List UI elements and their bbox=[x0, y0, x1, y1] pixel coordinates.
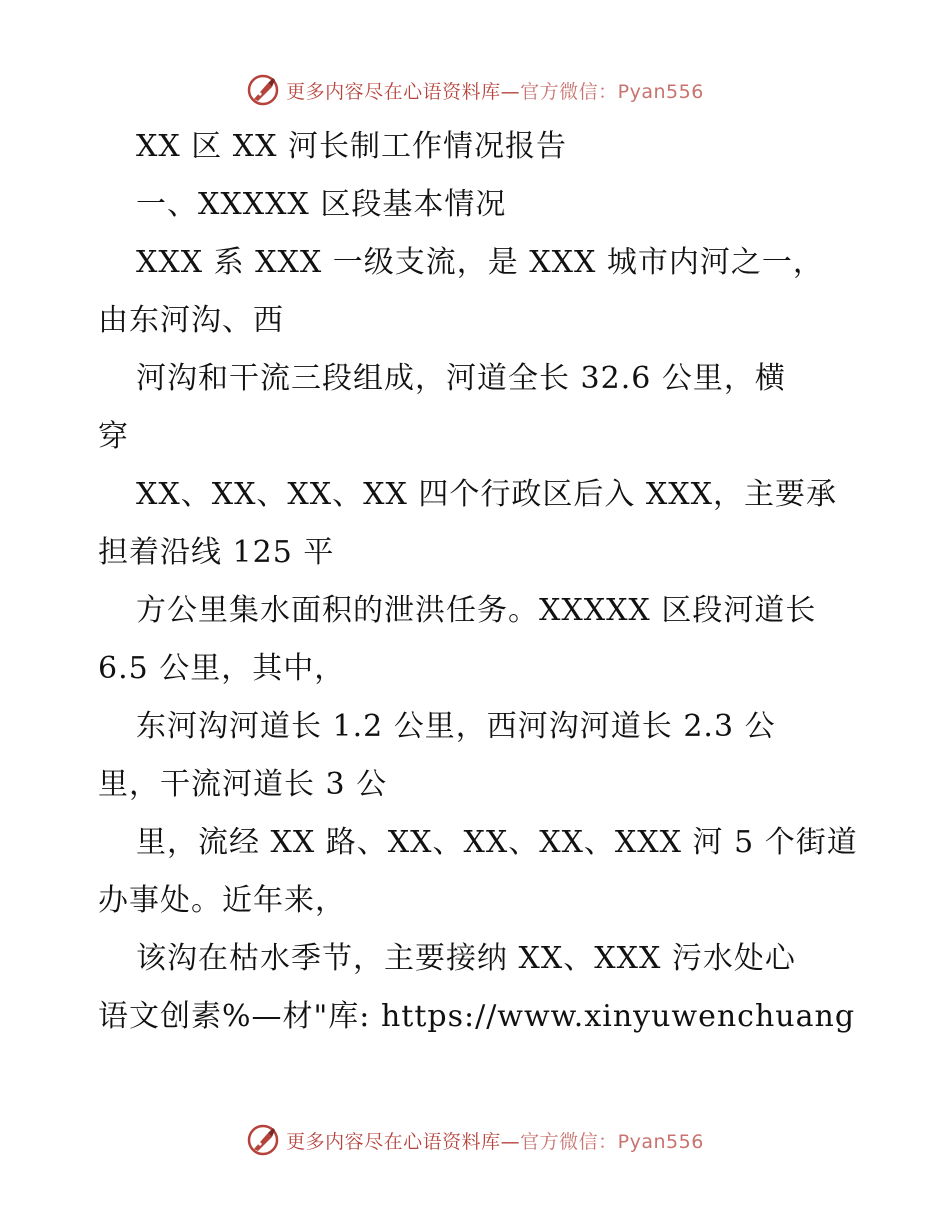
document-title: XX 区 XX 河长制工作情况报告 bbox=[136, 129, 568, 164]
paragraph-line: 方公里集水面积的泄洪任务。XXXXX 区段河道长 bbox=[136, 593, 817, 628]
paragraph-line: 语文创素%—材"库: https://www.xinyuwenchuang bbox=[98, 999, 856, 1034]
paragraph-line: 穿 bbox=[98, 419, 129, 454]
paragraph-line: 河沟和干流三段组成，河道全长 32.6 公里，横 bbox=[136, 361, 786, 396]
paragraph-line: XX、XX、XX、XX 四个行政区后入 XXX，主要承 bbox=[136, 477, 838, 512]
watermark-text: 更多内容尽在心语资料库—官方微信：Pyan556 bbox=[286, 1130, 704, 1153]
header-watermark bbox=[0, 70, 950, 110]
paragraph-line: XXX 系 XXX 一级支流，是 XXX 城市内河之一， bbox=[136, 245, 824, 280]
paragraph-line: 东河沟河道长 1.2 公里，西河沟河道长 2.3 公 bbox=[136, 709, 776, 744]
paragraph-line: 里，流经 XX 路、XX、XX、XX、XXX 河 5 个街道 bbox=[136, 825, 858, 860]
section-heading: 一、XXXXX 区段基本情况 bbox=[136, 187, 507, 222]
paragraph-line: 办事处。近年来， bbox=[98, 883, 346, 918]
pen-nib-logo-icon bbox=[246, 73, 280, 107]
paragraph-line: 由东河沟、西 bbox=[98, 303, 284, 338]
paragraph-line: 里，干流河道长 3 公 bbox=[98, 767, 388, 802]
pen-nib-logo-icon bbox=[246, 1123, 280, 1157]
paragraph-line: 担着沿线 125 平 bbox=[98, 535, 335, 570]
watermark-text: 更多内容尽在心语资料库—官方微信：Pyan556 bbox=[286, 80, 704, 103]
paragraph-line: 6.5 公里，其中， bbox=[98, 651, 346, 686]
paragraph-line: 该沟在枯水季节，主要接纳 XX、XXX 污水处心 bbox=[136, 941, 796, 976]
document-body bbox=[98, 118, 858, 1046]
footer-watermark bbox=[0, 1120, 950, 1160]
